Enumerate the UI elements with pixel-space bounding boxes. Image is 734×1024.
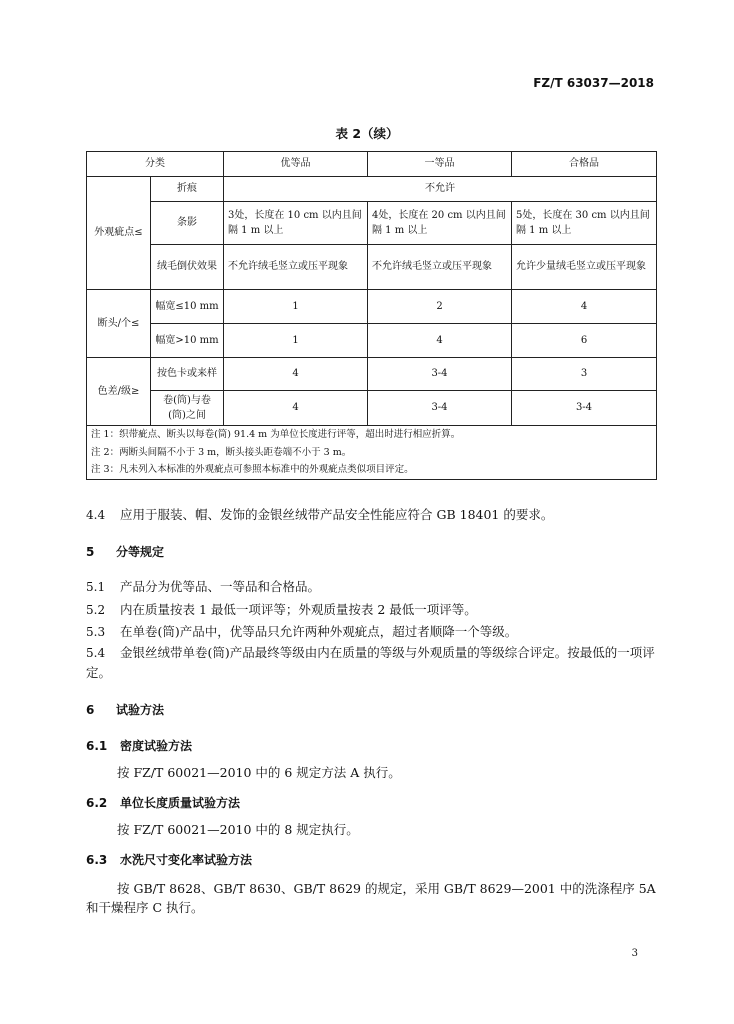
section-number: 6 — [86, 703, 95, 717]
clause-text: 产品分为优等品、一等品和合格品。 — [120, 579, 321, 594]
clause-4-4 — [86, 505, 660, 525]
row-sub-label: 折痕 — [151, 177, 224, 202]
row-sub-label: 幅宽≤10 mm — [151, 290, 224, 324]
section-number: 5 — [86, 545, 95, 559]
clause-6-3-body: 按 GB/T 8628、GB/T 8630、GB/T 8629 的规定，采用 GB/T 8629—2001 中的洗涤程序 5A 和干燥程序 C 执行。 — [86, 881, 656, 916]
standard-code: FZ/T 63037—2018 — [533, 76, 654, 90]
table-notes-row — [87, 426, 657, 480]
clause-number: 4.4 — [86, 508, 106, 522]
table-cell: 1 — [224, 290, 368, 324]
clause-6-1-body: 按 FZ/T 60021—2010 中的 6 规定方法 A 执行。 — [117, 765, 401, 780]
section-5-heading — [86, 542, 660, 562]
table-note: 注 1：织带疵点、断头以每卷(筒) 91.4 m 为单位长度进行评等，超出时进行相应折算。 — [91, 429, 461, 440]
table-note: 注 3：凡未列入本标准的外观疵点可参照本标准中的外观疵点类似项目评定。 — [91, 464, 414, 476]
table-notes — [87, 426, 657, 480]
clause-6-2-heading — [86, 793, 660, 813]
clause-number: 6.3 — [86, 853, 108, 867]
table-cell: 4 — [224, 391, 368, 426]
clause-6-3-heading — [86, 850, 660, 870]
table-cell: 4 — [512, 290, 657, 324]
table-cell: 3-4 — [512, 391, 657, 426]
clause-number: 5.2 — [86, 603, 106, 617]
table-header-row — [87, 152, 657, 177]
clause-number: 5.3 — [86, 625, 106, 639]
clause-5-4 — [86, 643, 660, 682]
table-row — [87, 290, 657, 324]
col-header-premium: 优等品 — [224, 152, 368, 177]
table-title: 表 2（续） — [335, 126, 399, 141]
group-label-appearance: 外观疵点≤ — [87, 177, 151, 290]
section-title: 试验方法 — [116, 703, 165, 717]
section-title: 分等规定 — [116, 545, 165, 559]
quality-table — [86, 151, 657, 480]
clause-number: 5.1 — [86, 580, 106, 594]
table-row — [87, 391, 657, 426]
clause-text: 应用于服装、帽、发饰的金银丝绒带产品安全性能应符合 GB 18401 的要求。 — [120, 507, 554, 522]
col-header-category: 分类 — [87, 152, 224, 177]
page-number: 3 — [631, 948, 638, 959]
clause-number: 5.4 — [86, 646, 106, 660]
clause-text: 金银丝绒带单卷(筒)产品最终等级由内在质量的等级与外观质量的等级综合评定。按最低的一项评定。 — [86, 645, 655, 680]
table-cell: 5处，长度在 30 cm 以内且间隔 1 m 以上 — [512, 202, 657, 245]
row-sub-label: 卷(筒)与卷(筒)之间 — [151, 391, 224, 426]
clause-number: 6.2 — [86, 796, 108, 810]
clause-title: 单位长度质量试验方法 — [120, 796, 241, 810]
table-cell: 6 — [512, 324, 657, 358]
clause-title: 密度试验方法 — [120, 739, 193, 753]
table-cell: 3处，长度在 10 cm 以内且间隔 1 m 以上 — [224, 202, 368, 245]
table-row — [87, 177, 657, 202]
clause-5-1 — [86, 577, 660, 597]
table-cell: 3 — [512, 358, 657, 391]
section-6-heading — [86, 700, 660, 720]
table-cell: 允许少量绒毛竖立或压平现象 — [512, 245, 657, 290]
clause-number: 6.1 — [86, 739, 108, 753]
clause-text: 内在质量按表 1 最低一项评等；外观质量按表 2 最低一项评等。 — [120, 602, 477, 617]
group-label-breaks: 断头/个≤ — [87, 290, 151, 358]
row-sub-label: 条影 — [151, 202, 224, 245]
col-header-qualified: 合格品 — [512, 152, 657, 177]
table-cell: 不允许 — [224, 177, 657, 202]
table-cell: 4 — [224, 358, 368, 391]
row-sub-label: 绒毛倒伏效果 — [151, 245, 224, 290]
clause-text: 在单卷(筒)产品中，优等品只允许两种外观疵点，超过者顺降一个等级。 — [120, 624, 518, 639]
table-cell: 不允许绒毛竖立或压平现象 — [368, 245, 512, 290]
col-header-first-grade: 一等品 — [368, 152, 512, 177]
table-cell: 2 — [368, 290, 512, 324]
row-sub-label: 幅宽>10 mm — [151, 324, 224, 358]
row-sub-label: 按色卡或来样 — [151, 358, 224, 391]
clause-6-2-body: 按 FZ/T 60021—2010 中的 8 规定执行。 — [117, 822, 359, 837]
table-cell: 3-4 — [368, 358, 512, 391]
clause-title: 水洗尺寸变化率试验方法 — [120, 853, 253, 867]
table-cell: 3-4 — [368, 391, 512, 426]
table-row — [87, 202, 657, 245]
group-label-color-diff: 色差/级≥ — [87, 358, 151, 426]
table-cell: 1 — [224, 324, 368, 358]
table-cell: 不允许绒毛竖立或压平现象 — [224, 245, 368, 290]
clause-5-2 — [86, 600, 660, 620]
table-row — [87, 324, 657, 358]
clause-6-1-heading — [86, 736, 660, 756]
table-row — [87, 358, 657, 391]
table-row — [87, 245, 657, 290]
clause-5-3 — [86, 622, 660, 642]
table-note: 注 2：两断头间隔不小于 3 m，断头接头距卷端不小于 3 m。 — [91, 446, 352, 458]
table-cell: 4处，长度在 20 cm 以内且间隔 1 m 以上 — [368, 202, 512, 245]
table-cell: 4 — [368, 324, 512, 358]
